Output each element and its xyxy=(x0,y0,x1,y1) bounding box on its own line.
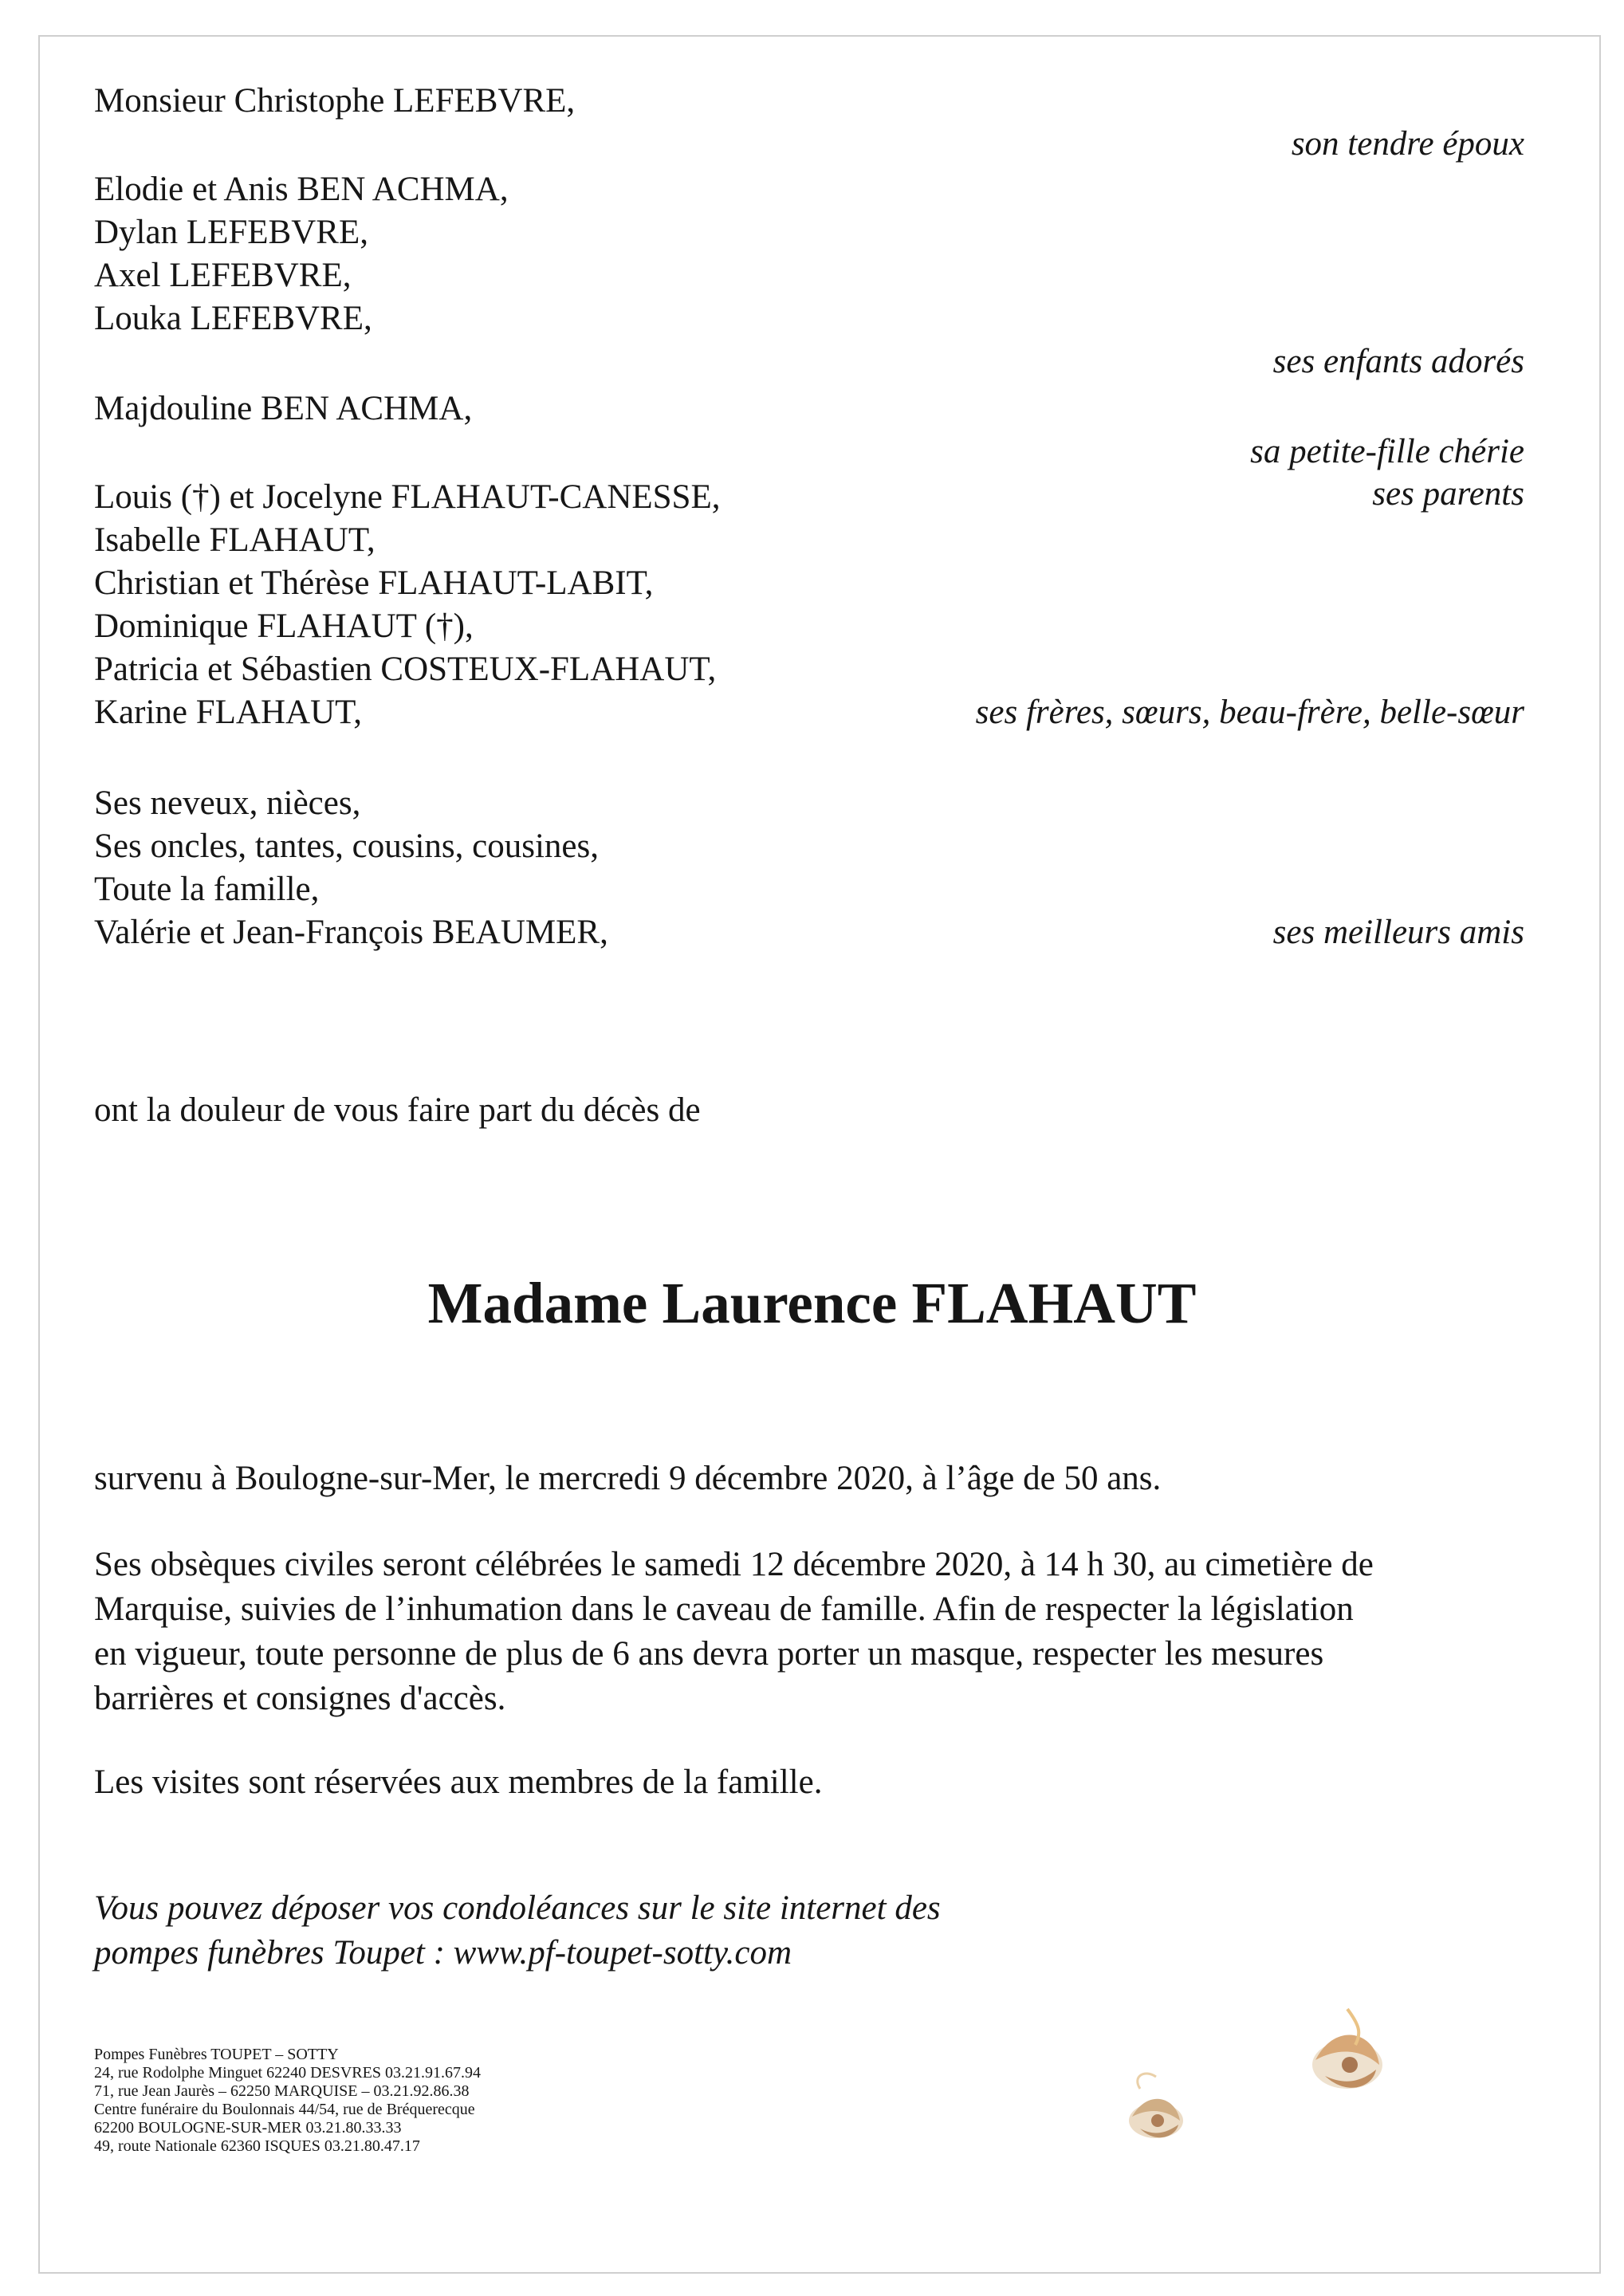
funeral-line: Marquise, suivies de l’inhumation dans le caveau de famille. Afin de respecter la législation xyxy=(94,1590,1354,1628)
footer-line: 49, route Nationale 62360 ISQUES 03.21.80.47.17 xyxy=(94,2137,420,2155)
parents-role: ses parents xyxy=(1372,475,1524,513)
sibling-line: Dominique FLAHAUT (†), xyxy=(94,607,474,645)
granddaughter-role: sa petite-fille chérie xyxy=(1250,433,1524,470)
child-line: Axel LEFEBVRE, xyxy=(94,257,352,294)
footer-line: Centre funéraire du Boulonnais 44/54, rue de Bréquerecque xyxy=(94,2101,475,2118)
friends-role: ses meilleurs amis xyxy=(1272,914,1524,951)
footer-line: 71, rue Jean Jaurès – 62250 MARQUISE – 03.21.92.86.38 xyxy=(94,2082,470,2100)
visits-text: Les visites sont réservées aux membres de la famille. xyxy=(94,1763,823,1801)
funeral-line: barrières et consignes d'accès. xyxy=(94,1680,506,1717)
footer-line: Pompes Funèbres TOUPET – SOTTY xyxy=(94,2046,339,2063)
relatives-line: Ses oncles, tantes, cousins, cousines, xyxy=(94,828,599,865)
funeral-line: en vigueur, toute personne de plus de 6 ans devra porter un masque, respecter les mesures xyxy=(94,1635,1324,1673)
condolences-line: pompes funèbres Toupet : www.pf-toupet-sotty.com xyxy=(94,1934,792,1972)
death-details: survenu à Boulogne-sur-Mer, le mercredi 9 décembre 2020, à l’âge de 50 ans. xyxy=(94,1460,1162,1497)
sibling-line: Christian et Thérèse FLAHAUT-LABIT, xyxy=(94,564,654,602)
condolences-line: Vous pouvez déposer vos condoléances sur le site internet des xyxy=(94,1889,941,1927)
relatives-line: Ses neveux, nièces, xyxy=(94,784,361,822)
children-role: ses enfants adorés xyxy=(1272,343,1524,380)
husband-role: son tendre époux xyxy=(1291,125,1524,163)
deceased-name: Madame Laurence FLAHAUT xyxy=(427,1271,1197,1335)
funeral-home-footer xyxy=(94,2046,481,2156)
footer-line: 62200 BOULOGNE-SUR-MER 03.21.80.33.33 xyxy=(94,2119,402,2137)
parents-name: Louis (†) et Jocelyne FLAHAUT-CANESSE, xyxy=(94,478,721,516)
sibling-line: Patricia et Sébastien COSTEUX-FLAHAUT, xyxy=(94,651,717,688)
funeral-line: Ses obsèques civiles seront célébrées le samedi 12 décembre 2020, à 14 h 30, au cimetière de xyxy=(94,1546,1374,1583)
announcement-text: ont la douleur de vous faire part du décès de xyxy=(94,1091,701,1129)
husband-name: Monsieur Christophe LEFEBVRE, xyxy=(94,82,576,120)
child-line: Dylan LEFEBVRE, xyxy=(94,214,368,251)
granddaughter-name: Majdouline BEN ACHMA, xyxy=(94,390,473,427)
footer-line: 24, rue Rodolphe Minguet 62240 DESVRES 03.21.91.67.94 xyxy=(94,2064,481,2082)
siblings-role: ses frères, sœurs, beau-frère, belle-sœur xyxy=(975,694,1524,731)
sibling-line: Karine FLAHAUT, xyxy=(94,694,362,731)
funeral-paragraph xyxy=(94,1543,1521,1721)
child-line: Louka LEFEBVRE, xyxy=(94,300,372,337)
flower-decoration-icon xyxy=(1084,2001,1483,2192)
friends-name: Valérie et Jean-François BEAUMER, xyxy=(94,914,608,951)
relatives-line: Toute la famille, xyxy=(94,871,320,908)
sibling-line: Isabelle FLAHAUT, xyxy=(94,521,376,559)
child-line: Elodie et Anis BEN ACHMA, xyxy=(94,171,509,208)
